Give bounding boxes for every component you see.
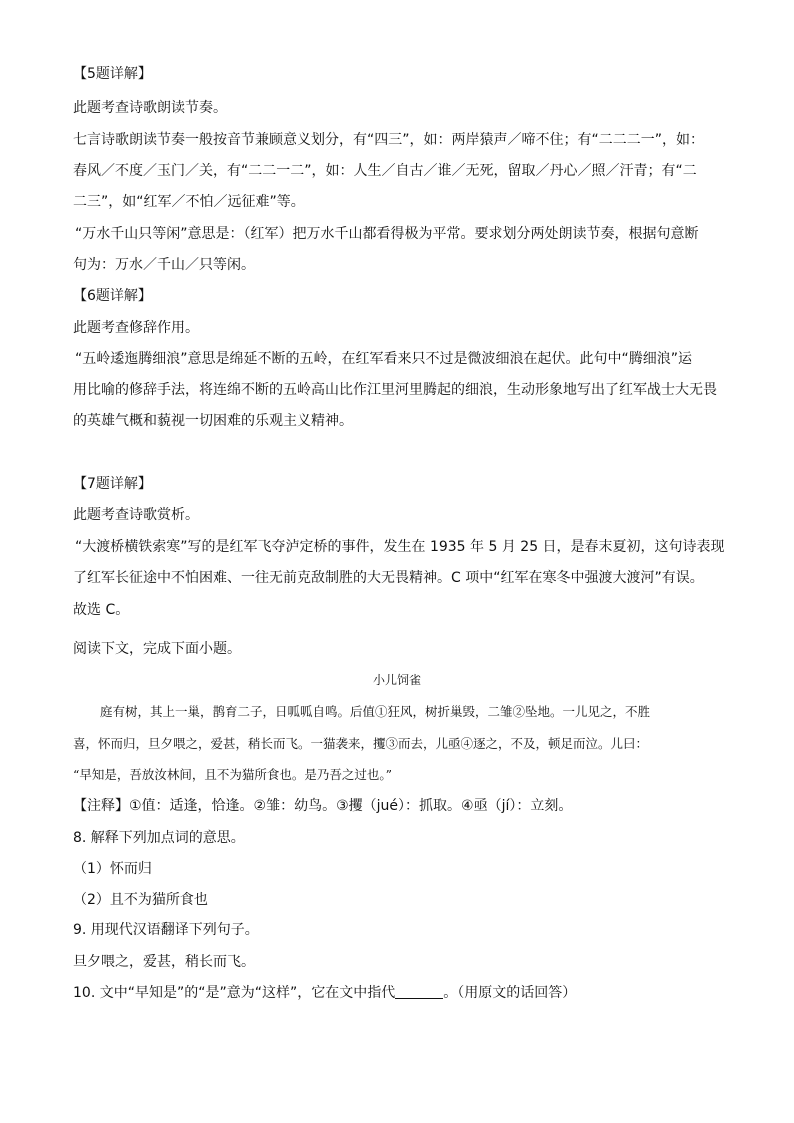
question-9: 9. 用现代汉语翻译下列句子。 — [73, 922, 259, 938]
question-10-text: 10. 文中“早知是”的“是”意为“这样”，它在文中指代 — [73, 985, 396, 1001]
notes: 【注释】①值：适逢，恰逢。②雏：幼鸟。③攫（jué）：抓取。④亟（jí）：立刻。 — [73, 798, 573, 814]
q5-line-2: 七言诗歌朗读节奏一般按音节兼顾意义划分，有“四三”，如：两岸猿声／啼不住；有“二二二一”，如： — [73, 132, 705, 148]
q5-line-5: “万水千山只等闲”意思是：（红军）把万水千山都看得极为平常。要求划分两处朗读节奏，根据句意断 — [75, 226, 699, 242]
q6-line-1: 此题考查修辞作用。 — [73, 320, 199, 336]
q7-line-3: 了红军长征途中不怕困难、一往无前克敌制胜的大无畏精神。C 项中“红军在寒冬中强渡大渡河”有误。 — [73, 570, 704, 586]
passage-line-3: “早知是，吾放汝林间，且不为猫所食也。是乃吾之过也。” — [73, 767, 393, 782]
q7-line-2: “大渡桥横铁索寒”写的是红军飞夺泸定桥的事件，发生在 1935 年 5 月 25 日，是春末夏初，这句诗表现 — [75, 539, 725, 555]
answer-blank[interactable] — [395, 984, 443, 999]
q6-line-2: “五岭逶迤腾细浪”意思是绵延不断的五岭，在红军看来只不过是微波细浪在起伏。此句中“腾细浪”运 — [75, 351, 693, 367]
q5-line-4: 二三”，如“红军／不怕／远征难”等。 — [73, 194, 305, 210]
q5-header: 【5题详解】 — [73, 66, 152, 82]
q5-line-6: 句为：万水／千山／只等闲。 — [73, 257, 255, 273]
passage-line-1: 庭有树，其上一巢，鹊育二子，日呱呱自鸣。后值①狂风，树折巢毁，二雏②坠地。一儿见之，不胜 — [100, 704, 651, 719]
q7-header: 【7题详解】 — [73, 476, 152, 492]
passage-line-2: 喜，怀而归，旦夕喂之，爱甚，稍长而飞。一猫袭来，攫③而去，儿亟④逐之，不及，顿足而泣。儿曰： — [73, 736, 649, 751]
passage-title: 小儿饲雀 — [372, 673, 421, 687]
question-8-1: （1）怀而归 — [73, 861, 152, 877]
q6-line-4: 的英雄气概和藐视一切困难的乐观主义精神。 — [73, 413, 353, 429]
question-9-sentence: 旦夕喂之，爱甚，稍长而飞。 — [73, 954, 255, 970]
question-10 — [73, 983, 576, 1003]
question-8: 8. 解释下列加点词的意思。 — [73, 830, 245, 846]
reading-intro: 阅读下文，完成下面小题。 — [73, 641, 241, 657]
q7-line-4: 故选 C。 — [73, 602, 130, 618]
q5-line-1: 此题考查诗歌朗读节奏。 — [73, 100, 227, 116]
q6-header: 【6题详解】 — [73, 288, 152, 304]
q7-line-1: 此题考查诗歌赏析。 — [73, 507, 199, 523]
question-8-2: （2）且不为猫所食也 — [73, 892, 208, 908]
question-10-tail: 。（用原文的话回答） — [443, 985, 577, 1001]
q6-line-3: 用比喻的修辞手法，将连绵不断的五岭高山比作江里河里腾起的细浪，生动形象地写出了红军战士大无畏 — [73, 382, 717, 398]
q5-line-3: 春风／不度／玉门／关，有“二二一二”，如：人生／自古／谁／无死，留取／丹心／照／汗青；有“二 — [73, 163, 697, 179]
